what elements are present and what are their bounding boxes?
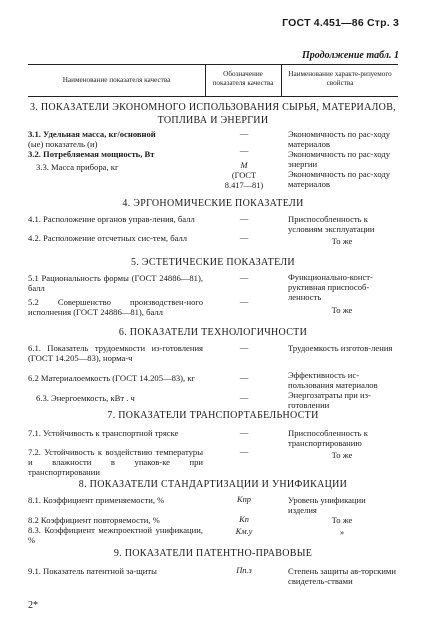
section-title: 4. ЭРГОНОМИЧЕСКИЕ ПОКАЗАТЕЛИ [122, 198, 304, 209]
table-row-name: 4.2. Расположение отсчетных сис-тем, балл [28, 233, 188, 243]
standard-header: ГОСТ 4.451—86 Стр. 3 [282, 17, 399, 29]
table-row-name: 6.3. Энергоемкость, кВт . ч [36, 393, 135, 403]
column-header-property: Наименование характе-ризуемого свойства [288, 70, 392, 87]
property-cell: Приспособленность к транспортированию [288, 428, 368, 448]
symbol-cell: — [239, 233, 249, 242]
symbol-cell: — [239, 393, 249, 402]
symbol-cell: — [239, 146, 249, 155]
symbol-cell: Kп [239, 515, 249, 524]
symbol-cell: Пп.з [236, 566, 252, 575]
page-footnote-marker: 2* [28, 600, 38, 611]
property-cell: » [339, 527, 345, 537]
column-header-name: Наименование показателя качества [62, 76, 171, 84]
property-cell: Экономичность по рас-ходу энергии [288, 149, 391, 169]
table-row-name: 6.1. Показатель трудоемкости из-готовления (ГОСТ 14.205—83), норма-ч [28, 343, 203, 363]
symbol-cell: Kпр [237, 495, 251, 504]
symbol-cell: — [239, 343, 249, 352]
property-cell: Уровень унификации изделия [288, 495, 366, 515]
section-title: 6. ПОКАЗАТЕЛИ ТЕХНОЛОГИЧНОСТИ [118, 327, 308, 338]
table-row-name: 5.1 Рациональность формы (ГОСТ 24886—81), балл [28, 273, 203, 293]
property-cell: Эффективность ис-пользования материалов [288, 370, 378, 390]
table-row-name: 8.3. Коэффициент межпроектной унификации, % [28, 525, 203, 545]
table-row-name: 7.1. Устойчивость к транспортной тряске [28, 428, 179, 438]
symbol-cell: — [239, 214, 249, 223]
symbol-cell: — [239, 447, 249, 456]
section-title: 9. ПОКАЗАТЕЛИ ПАТЕНТНО-ПРАВОВЫЕ [113, 548, 313, 559]
table-row-name: 3.3. Масса прибора, кг [36, 162, 119, 172]
table-top-rule [28, 64, 398, 65]
property-cell: Энергозатраты при из-готовлении [288, 390, 371, 410]
symbol-cell: — [239, 373, 249, 382]
property-cell: То же [331, 515, 353, 525]
col-divider-1 [205, 64, 206, 96]
symbol-cell: — [239, 273, 249, 282]
symbol-cell: — [239, 297, 249, 306]
symbol-cell: — [239, 129, 249, 138]
column-header-symbol: Обозначение показателя качества [212, 70, 274, 87]
section-title: 5. ЭСТЕТИЧЕСКИЕ ПОКАЗАТЕЛИ [131, 257, 295, 268]
property-cell: Приспособленность к условиям эксплуатации [288, 214, 375, 234]
table-row-name: 3.1. Удельная масса, кг/основной (ые) показатель (и) 3.2. Потребляемая мощность, Вт [28, 129, 156, 159]
symbol-cell: Kм.у [235, 527, 253, 536]
property-cell: Трудоемкость изготов-ления [288, 343, 393, 353]
property-cell: То же [331, 305, 353, 315]
property-cell: Функционально-конст-руктивная приспособ-ленность [288, 272, 373, 302]
table-row-name: 7.2. Устойчивость к воздействию температуры и влажности в упаков-ке при транспортировании [28, 447, 203, 477]
table-row-name: 8.2 Коэффициент повторяемости, % [28, 515, 160, 525]
symbol-cell: M (ГОСТ 8.417—81) [224, 161, 264, 190]
section-title: 7. ПОКАЗАТЕЛИ ТРАНСПОРТАБЕЛЬНОСТИ [107, 410, 319, 421]
section-title: 3. ПОКАЗАТЕЛИ ЭКОНОМНОГО ИСПОЛЬЗОВАНИЯ СЫРЬЯ, МАТЕРИАЛОВ, ТОПЛИВА И ЭНЕРГИИ [30, 102, 396, 126]
table-continuation-label: Продолжение табл. 1 [301, 50, 399, 61]
table-row-name: 5.2 Совершенство производствен-ного исполнения (ГОСТ 24886—81), балл [28, 297, 203, 317]
table-row-name: 6.2 Материалоемкость (ГОСТ 14.205—83), кг [28, 373, 196, 383]
property-cell: Экономичность по рас-ходу материалов [288, 129, 391, 149]
table-row-name: 4.1. Расположение органов управ-ления, балл [28, 214, 195, 224]
table-row-name: 9.1. Показатель патентной за-щиты [28, 566, 157, 576]
property-cell: Степень защиты ав-торскими свидетель-ствами [288, 566, 396, 586]
property-cell: То же [331, 450, 353, 460]
property-cell: То же [331, 236, 353, 246]
section-title: 8. ПОКАЗАТЕЛИ СТАНДАРТИЗАЦИИ И УНИФИКАЦИИ [78, 479, 348, 490]
property-cell: Экономичность по рас-ходу материалов [288, 169, 391, 189]
header-bottom-rule [28, 96, 398, 97]
symbol-cell: — [239, 428, 249, 437]
table-row-name: 8.1. Коэффициент применяемости, % [28, 495, 165, 505]
col-divider-2 [281, 64, 282, 96]
